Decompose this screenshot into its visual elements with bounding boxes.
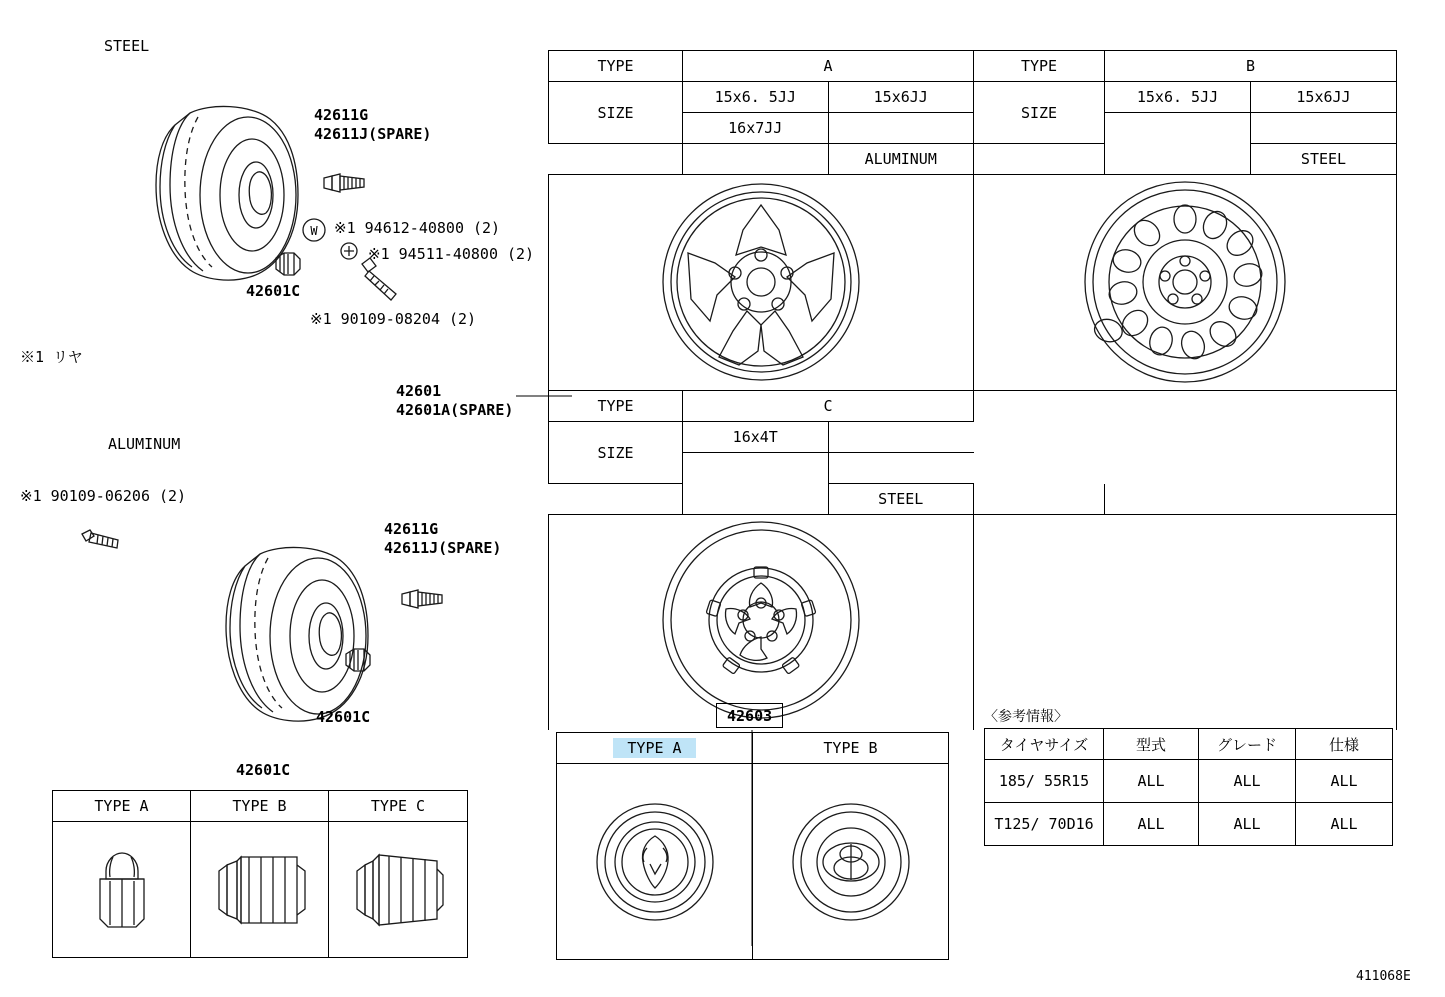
cell-blank-c16 <box>1105 484 1251 515</box>
cell-blank-c4 <box>828 422 974 453</box>
table-row <box>549 144 1397 175</box>
label-screw-bolt: ※1 94511-40800 (2) <box>368 245 535 263</box>
label-aluminum-nut: 42601C <box>316 708 371 726</box>
cell-blank-c17 <box>1251 484 1397 515</box>
cell-size-b-2: 15x6JJ <box>1251 82 1397 113</box>
aluminum-stud-illustration <box>396 576 456 618</box>
aluminum-bolt-illustration <box>78 524 134 556</box>
label-wheel-part: 42601 <box>396 382 442 400</box>
table-row <box>549 515 1397 731</box>
cell-material-b: STEEL <box>1251 144 1397 175</box>
cell-blank-c18 <box>974 515 1397 731</box>
cell-size-label-c: SIZE <box>549 422 683 484</box>
cell-blank-c14 <box>683 484 829 515</box>
table-row <box>549 51 1397 82</box>
ref-header-model: 型式 <box>1104 729 1199 760</box>
cell-size-a-1: 15x6. 5JJ <box>683 82 829 113</box>
table-row <box>549 175 1397 391</box>
cell-blank-c9 <box>828 453 974 484</box>
cell-blank-a <box>828 113 974 144</box>
cell-material-c: STEEL <box>828 484 974 515</box>
steel-nut-illustration <box>270 248 310 282</box>
cell-size-label-b: SIZE <box>974 82 1105 144</box>
bolt-illustration <box>356 256 410 306</box>
label-wheel-part-spare: 42601A(SPARE) <box>396 401 514 419</box>
label-steel-nut: 42601C <box>246 282 301 300</box>
figure-id: 411068E <box>1356 969 1411 984</box>
note-rear-reference: ※1 リヤ <box>20 348 83 366</box>
cell-size-a-3: 16x7JJ <box>683 113 829 144</box>
label-aluminum-stud: 42611G <box>384 520 439 538</box>
label-steel-stud-spare: 42611J(SPARE) <box>314 125 432 143</box>
cell-size-label-a: SIZE <box>549 82 683 144</box>
label-aluminum-bolt: ※1 90109-06206 (2) <box>20 487 187 505</box>
cell-type-value-a: A <box>683 51 974 82</box>
cell-size-b-1: 15x6. 5JJ <box>1105 82 1251 113</box>
aluminum-tire-illustration <box>150 496 410 746</box>
cell-blank-c5 <box>974 422 1105 453</box>
cell-blank-c1 <box>974 391 1105 422</box>
nut-cell-b <box>191 822 329 958</box>
cell-type-value-b: B <box>1105 51 1397 82</box>
ref-cell-model-2: ALL <box>1104 803 1199 846</box>
label-steel-stud: 42611G <box>314 106 369 124</box>
cell-blank-c10 <box>974 453 1105 484</box>
reference-table <box>984 728 1393 846</box>
aluminum-group-title: ALUMINUM <box>108 435 181 453</box>
ref-cell-size-2: T125/ 70D16 <box>985 803 1104 846</box>
cell-blank-c2 <box>1105 391 1251 422</box>
center-cap-title-box: 42603 <box>716 703 783 728</box>
cell-blank-b4 <box>1105 144 1251 175</box>
table-row <box>549 484 1397 515</box>
nut-cell-a <box>53 822 191 958</box>
cell-material-a: ALUMINUM <box>828 144 974 175</box>
wheel-illustration-c <box>549 515 974 731</box>
table-row <box>557 764 949 960</box>
cell-blank-c15 <box>974 484 1105 515</box>
cell-blank-c12 <box>1251 453 1397 484</box>
ref-cell-grade-2: ALL <box>1199 803 1296 846</box>
cell-type-label-c: TYPE <box>549 391 683 422</box>
cell-blank-c6 <box>1105 422 1251 453</box>
ref-cell-spec-1: ALL <box>1296 760 1393 803</box>
label-washer-bolt: ※1 94612-40800 (2) <box>334 219 501 237</box>
nut-type-table <box>52 790 468 958</box>
cell-blank-c13 <box>549 484 683 515</box>
steel-stud-illustration <box>318 160 378 202</box>
ref-cell-spec-2: ALL <box>1296 803 1393 846</box>
steel-group-title: STEEL <box>104 37 150 55</box>
svg-text:W: W <box>310 224 318 238</box>
center-cap-header-a: TYPE A <box>557 733 753 764</box>
ref-cell-grade-1: ALL <box>1199 760 1296 803</box>
cell-blank-c7 <box>1251 422 1397 453</box>
cell-type-value-c: C <box>683 391 974 422</box>
cell-type-label-b: TYPE <box>974 51 1105 82</box>
nut-table-title: 42601C <box>236 761 291 779</box>
center-cap-cell-a <box>557 764 753 960</box>
cell-blank-b1 <box>1105 113 1251 144</box>
label-aluminum-stud-spare: 42611J(SPARE) <box>384 539 502 557</box>
label-steel-bolt: ※1 90109-08204 (2) <box>310 310 477 328</box>
cell-blank-a2 <box>549 144 683 175</box>
cell-blank-c3 <box>1251 391 1397 422</box>
cell-blank-c8 <box>683 453 829 484</box>
wheel-illustration-a <box>549 175 974 391</box>
wheel-spec-table <box>548 50 1397 730</box>
nut-cell-c <box>329 822 468 958</box>
center-cap-table <box>556 732 949 960</box>
cell-blank-c11 <box>1105 453 1251 484</box>
aluminum-nut-illustration <box>340 644 380 678</box>
cell-blank-b3 <box>974 144 1105 175</box>
ref-cell-size-1: 185/ 55R15 <box>985 760 1104 803</box>
table-row <box>557 733 949 764</box>
table-row <box>53 791 468 822</box>
center-cap-header-b: TYPE B <box>753 733 949 764</box>
table-row <box>985 729 1393 760</box>
center-cap-cell-b <box>753 764 949 960</box>
cell-size-a-2: 15x6JJ <box>828 82 974 113</box>
nut-table-header-a: TYPE A <box>53 791 191 822</box>
cell-type-label-a: TYPE <box>549 51 683 82</box>
reference-title: 〈参考情報〉 <box>984 709 1068 725</box>
table-row <box>549 422 1397 453</box>
nut-table-header-b: TYPE B <box>191 791 329 822</box>
ref-header-grade: グレード <box>1199 729 1296 760</box>
table-row <box>549 391 1397 422</box>
ref-cell-model-1: ALL <box>1104 760 1199 803</box>
washer-icon <box>300 216 328 244</box>
nut-table-header-c: TYPE C <box>329 791 468 822</box>
table-row <box>985 803 1393 846</box>
cell-size-c-1: 16x4T <box>683 422 829 453</box>
table-row <box>53 822 468 958</box>
table-row <box>549 82 1397 113</box>
ref-header-spec: 仕様 <box>1296 729 1393 760</box>
ref-header-size: タイヤサイズ <box>985 729 1104 760</box>
cell-blank-a3 <box>683 144 829 175</box>
cell-blank-b2 <box>1251 113 1397 144</box>
table-row <box>985 760 1393 803</box>
wheel-illustration-b <box>974 175 1397 391</box>
